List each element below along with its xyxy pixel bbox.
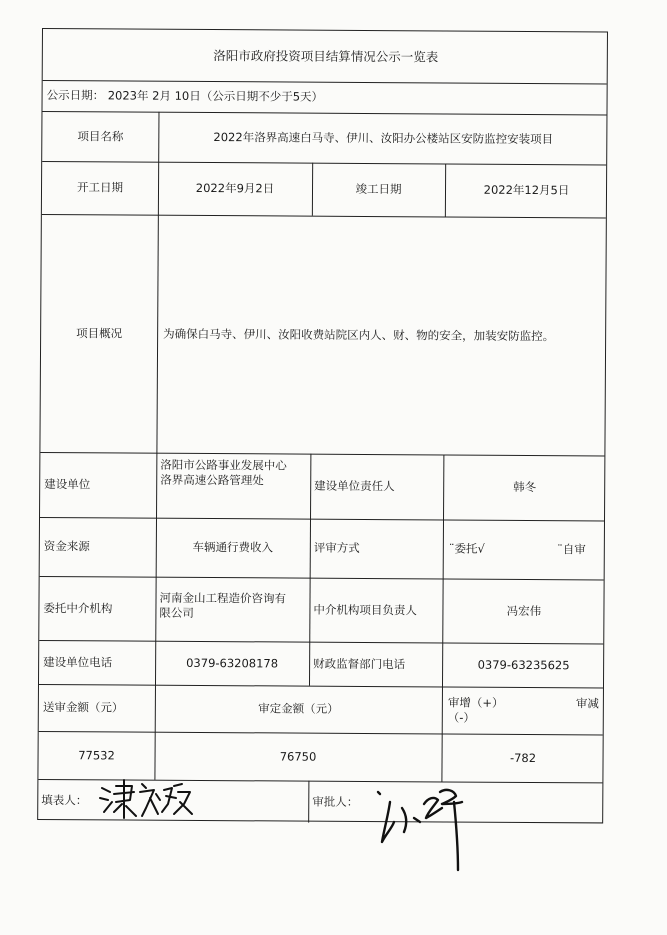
start-date-value: 2022年9月2日 [195,180,275,196]
project-name-value: 2022年洛界高速白马寺、伊川、汝阳办公楼站区安防监控安装项目 [213,129,554,146]
filler-label: 填表人： [41,792,88,807]
finance-phone-value: 0379-63235625 [477,657,570,672]
form-title: 洛阳市政府投资项目结算情况公示一览表 [213,48,439,65]
unit-phone-label: 建设单位电话 [43,654,113,669]
overview-value: 为确保白马寺、伊川、汝阳收费站院区内人、财、物的安全，加装安防监控。 [163,326,555,343]
fund-source-value: 车辆通行费收入 [192,539,274,555]
review-option-commission: ¨委托√ [448,541,485,556]
agency-lead-value: 冯宏伟 [506,603,542,618]
difference-value: -782 [509,750,537,765]
unit-responsible-value: 韩冬 [513,479,537,495]
unit-responsible-label: 建设单位责任人 [314,478,395,494]
minus-label: （-） [447,709,475,725]
review-method-options [443,519,606,579]
review-method-label: 评审方式 [313,540,360,555]
agency-line1: 河南金山工程造价咨询有 [159,590,287,606]
increase-label: 审增（+） [447,694,504,710]
construction-unit-line1: 洛阳市公路事业发展中心 [160,457,287,473]
notice-date: 公示日期： 2023年 2月 10日（公示日期不少于5天） [46,88,324,104]
construction-unit-label: 建设单位 [44,477,91,492]
difference-label-row [448,695,599,711]
agency-lead-label: 中介机构项目负责人 [313,602,417,617]
submitted-amount-label: 送审金额（元） [42,700,124,715]
approved-amount-label: 审定金额（元） [258,701,339,716]
unit-phone-value: 0379-63208178 [186,655,279,670]
construction-unit-value [156,453,310,519]
overview-label: 项目概况 [76,325,123,340]
difference-label [442,686,605,734]
start-date-label: 开工日期 [76,180,124,195]
project-name-label: 项目名称 [77,128,124,143]
submitted-amount-value: 77532 [78,747,115,762]
decrease-label: 审减 [575,695,599,710]
construction-unit-line2: 洛界高速公路管理处 [160,472,264,488]
agency-line2: 限公司 [159,605,194,620]
approver-label: 审批人： [312,794,359,809]
fund-source-label: 资金来源 [43,539,90,554]
agency-value [155,577,309,642]
finance-phone-label: 财政监督部门电话 [313,656,406,671]
filler-signature [96,778,196,820]
approved-amount-value: 76750 [279,748,317,764]
approver-signature [368,782,480,878]
completion-date-value: 2022年12月5日 [483,182,570,198]
review-option-self: ¨自审 [557,542,586,557]
completion-date-label: 竣工日期 [355,181,402,197]
agency-label: 委托中介机构 [43,600,113,615]
settlement-form [37,28,608,823]
